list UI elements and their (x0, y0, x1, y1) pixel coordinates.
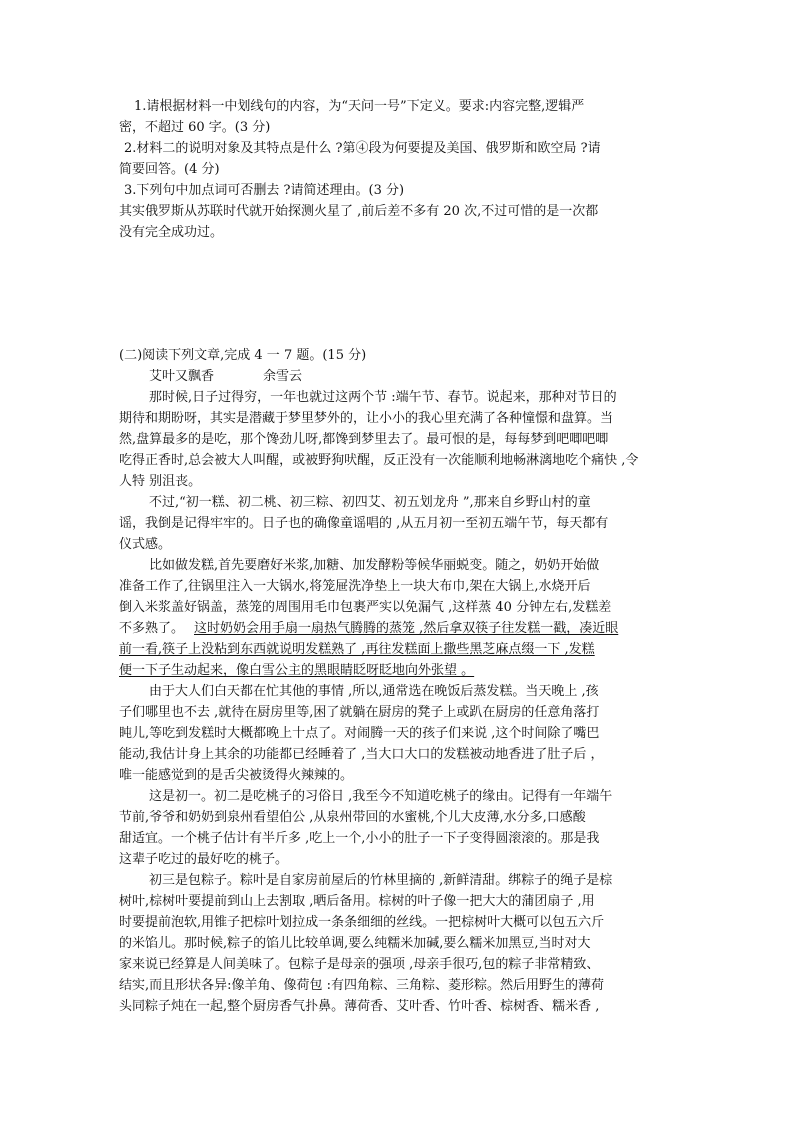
article-line: 这辈子吃过的最好吃的桃子。 (119, 852, 289, 867)
question-2-line-1: 2.材料二的说明对象及其特点是什么 ?第④段为何要提及美国、俄罗斯和欧空局 ?请 (124, 141, 601, 156)
article-line: 吃得正香时,总会被大人叫醒，或被野狗吠醒，反正没有一次能顺利地畅淋漓地吃个痛快 ,令 (119, 453, 639, 468)
article-line: 这是初一。初二是吃桃子的习俗日 ,我至今不知道吃桃子的缘由。记得有一年端午 (149, 789, 613, 804)
section-heading: (二)阅读下列文章,完成 4 一 7 题。(15 分) (119, 348, 367, 363)
article-line: 甜适宜。一个桃子估计有半斤多 ,吃上一个,小小的肚子一下子变得圆滚滚的。那是我 (119, 831, 600, 846)
article-line: 不多熟了。 (119, 621, 185, 636)
article-line: 树叶,棕树叶要提前到山上去割取 ,晒后备用。棕树的叶子像一把大大的蒲团扇子 ,用 (119, 894, 595, 909)
article-line: 结实,而且形状各异:像羊角、像荷包 :有四角粽、三角粽、菱形粽。然后用野生的薄荷 (119, 978, 605, 993)
question-3-line-1: 3.下列句中加点词可否删去 ?请简述理由。(3 分) (124, 183, 405, 198)
underlined-sentence: 前一看,筷子上没粘到东西就说明发糕熟了 ,再往发糕面上撒些黑芝麻点缀一下 ,发糕 (119, 642, 595, 657)
article-line: 头同粽子炖在一起,整个厨房香气扑鼻。薄荷香、艾叶香、竹叶香、棕树香、糯米香 , (119, 999, 600, 1014)
question-1-line-1: 1.请根据材料一中划线句的内容，为“天问一号”下定义。要求:内容完整,逻辑严 (134, 99, 585, 114)
article-line: 然,盘算最多的是吃，那个馋劲儿呀,都馋到梦里去了。最可恨的是，每每梦到吧唧吧唧 (119, 432, 609, 447)
article-line: 比如做发糕,首先要磨好米浆,加糖、加发酵粉等候华丽蜕变。随之，奶奶开始做 (149, 558, 600, 573)
article-line: 倒入米浆盖好锅盖，蒸笼的周围用毛巾包裹严实以免漏气 ,这样蒸 40 分钟左右,发糕差 (119, 600, 612, 615)
article-line: 的米馅儿。那时候,粽子的馅儿比较单调,要么纯糯米加碱,要么糯米加黑豆,当时对大 (119, 936, 591, 951)
article-line: 不过,“初一糕、初二桃、初三粽、初四艾、初五划龙舟 ”,那来自乡野山村的童 (149, 495, 591, 510)
question-3-example-line-2: 没有完全成功过。 (119, 225, 224, 240)
article-line: 初三是包粽子。粽叶是自家房前屋后的竹林里摘的 ,新鲜清甜。绑粽子的绳子是棕 (149, 873, 613, 888)
article-line: 人特 别沮丧。 (119, 474, 202, 489)
article-line: 家来说已经算是人间美味了。包粽子是母亲的强项 ,母亲手很巧,包的粽子非常精致、 (119, 957, 600, 972)
article-line: 仪式感。 (119, 537, 172, 552)
article-line: 由于大人们白天都在忙其他的事情 ,所以,通常选在晚饭后蒸发糕。当天晚上 ,孩 (149, 684, 599, 699)
article-title: 艾叶又飘香 (149, 369, 215, 384)
article-line: 谣，我倒是记得牢牢的。日子也的确像童谣唱的 ,从五月初一至初五端午节，每天都有 (119, 516, 609, 531)
article-line: 那时候,日子过得穷，一年也就过这两个节 :端午节、春节。说起来，那种对节日的 (149, 390, 617, 405)
article-line: 节前,爷爷和奶奶到泉州看望伯公 ,从泉州带回的水蜜桃,个儿大皮薄,水分多,口感酸 (119, 810, 586, 825)
article-author: 余雪云 (263, 369, 303, 384)
underlined-sentence: 便一下子生动起来，像白雪公主的黑眼睛眨呀眨地向外张望 。 (119, 663, 475, 678)
article-line: 时要提前泡软,用锥子把棕叶划拉成一条条细细的丝线。一把棕树叶大概可以包五六斤 (119, 915, 605, 930)
question-3-example-line-1: 其实俄罗斯从苏联时代就开始探测火星了 ,前后差不多有 20 次,不过可惜的是一次都 (119, 204, 599, 219)
article-line: 唯一能感觉到的是舌尖被烫得火辣辣的。 (119, 768, 354, 783)
article-line: 能动,我估计身上其余的功能都已经睡着了 ,当大口大口的发糕被动地香进了肚子后 ， (119, 747, 604, 762)
article-line: 期待和期盼呀，其实是潜藏于梦里梦外的，让小小的我心里充满了各种憧憬和盘算。当 (119, 411, 614, 426)
article-line: 盹儿,等吃到发糕时大概都晚上十点了。对闹腾一天的孩子们来说 ,这个时间除了嘴巴 (119, 726, 600, 741)
article-line: 准备工作了,往锅里注入一大锅水,将笼屉洗净垫上一块大布巾,架在大锅上,水烧开后 (119, 579, 591, 594)
article-line: 子们哪里也不去 ,就待在厨房里等,困了就躺在厨房的凳子上或趴在厨房的任意角落打 (119, 705, 600, 720)
underlined-sentence: 这时奶奶会用手扇一扇热气腾腾的蒸笼 ,然后拿双筷子往发糕一戳，凑近眼 (194, 621, 619, 636)
question-1-line-2: 密，不超过 60 字。(3 分) (119, 120, 271, 135)
question-2-line-2: 简要回答。(4 分) (119, 162, 220, 177)
